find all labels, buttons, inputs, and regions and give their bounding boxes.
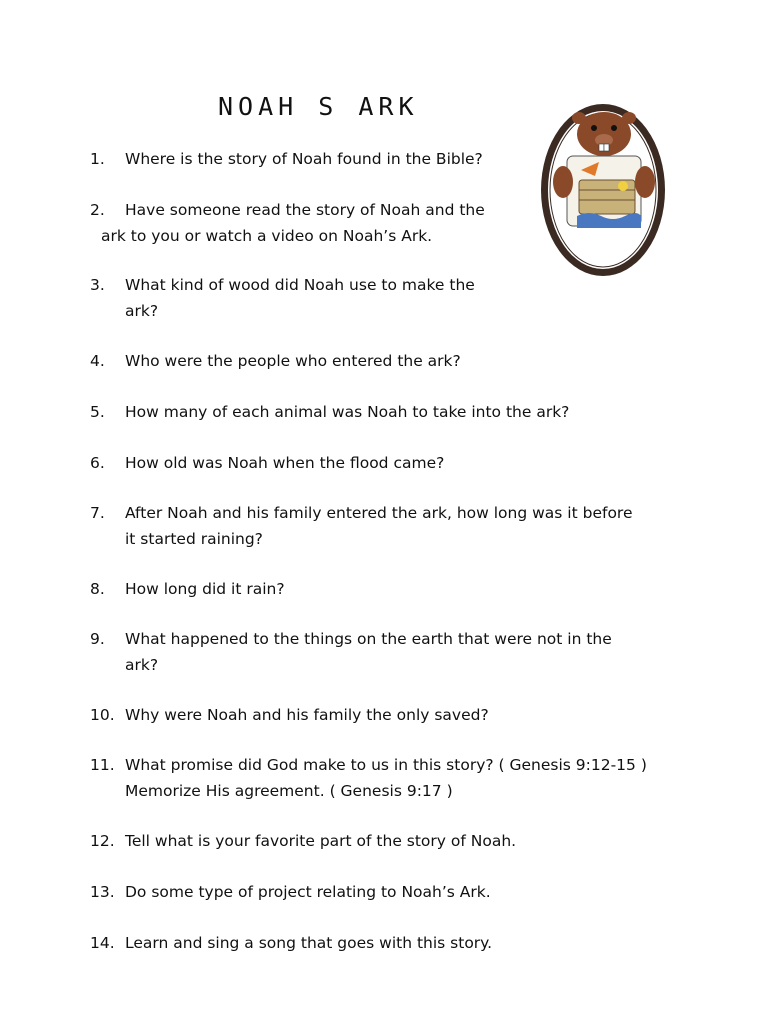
question-text-line: ark? bbox=[125, 302, 159, 320]
question-item bbox=[90, 348, 690, 374]
question-text-line: How old was Noah when the flood came? bbox=[125, 454, 445, 472]
question-text-line: Tell what is your favorite part of the story of Noah. bbox=[125, 832, 517, 850]
question-item bbox=[90, 576, 690, 602]
question-text-line: Who were the people who entered the ark? bbox=[125, 352, 461, 370]
question-text-line: How long did it rain? bbox=[125, 580, 285, 598]
question-item bbox=[90, 272, 690, 324]
question-number: 8. bbox=[90, 580, 105, 598]
question-text-line: Memorize His agreement. ( Genesis 9:17 ) bbox=[125, 782, 453, 800]
question-number: 4. bbox=[90, 352, 105, 370]
question-number: 13. bbox=[90, 883, 115, 901]
question-number: 6. bbox=[90, 454, 105, 472]
question-number: 1. bbox=[90, 150, 105, 168]
question-number: 14. bbox=[90, 934, 115, 952]
question-text-line: Where is the story of Noah found in the Bible? bbox=[125, 150, 483, 168]
question-item bbox=[90, 828, 690, 854]
question-text-line: Do some type of project relating to Noah’s Ark. bbox=[125, 883, 491, 901]
question-number: 3. bbox=[90, 276, 105, 294]
question-text-line: What kind of wood did Noah use to make the bbox=[125, 276, 475, 294]
question-item bbox=[90, 197, 690, 249]
beaver-noahs-ark-patch-icon bbox=[537, 100, 669, 280]
question-text-line: What happened to the things on the earth that were not in the bbox=[125, 630, 612, 648]
question-text-line: Why were Noah and his family the only saved? bbox=[125, 706, 489, 724]
question-item bbox=[90, 399, 690, 425]
question-number: 5. bbox=[90, 403, 105, 421]
question-number: 10. bbox=[90, 706, 115, 724]
question-item bbox=[90, 626, 690, 678]
question-item bbox=[90, 752, 690, 804]
question-number: 11. bbox=[90, 756, 115, 774]
question-number: 2. bbox=[90, 201, 105, 219]
question-text-line: Learn and sing a song that goes with this story. bbox=[125, 934, 493, 952]
question-text-line: How many of each animal was Noah to take into the ark? bbox=[125, 403, 570, 421]
question-text-line: Have someone read the story of Noah and the bbox=[125, 201, 485, 219]
question-text-line: it started raining? bbox=[125, 530, 263, 548]
question-number: 9. bbox=[90, 630, 105, 648]
question-number: 7. bbox=[90, 504, 105, 522]
question-number: 12. bbox=[90, 832, 115, 850]
question-text-line: ark? bbox=[125, 656, 159, 674]
question-item bbox=[90, 500, 690, 552]
question-item bbox=[90, 146, 690, 172]
question-text-line: After Noah and his family entered the ark, how long was it before bbox=[125, 504, 633, 522]
page-title: NOAH S ARK bbox=[218, 92, 419, 121]
question-text-line: What promise did God make to us in this story? ( Genesis 9:12-15 ) bbox=[125, 756, 647, 774]
question-item bbox=[90, 930, 690, 956]
question-item bbox=[90, 879, 690, 905]
question-item bbox=[90, 450, 690, 476]
question-text-line: ark to you or watch a video on Noah’s Ark. bbox=[101, 227, 433, 245]
question-item bbox=[90, 702, 690, 728]
